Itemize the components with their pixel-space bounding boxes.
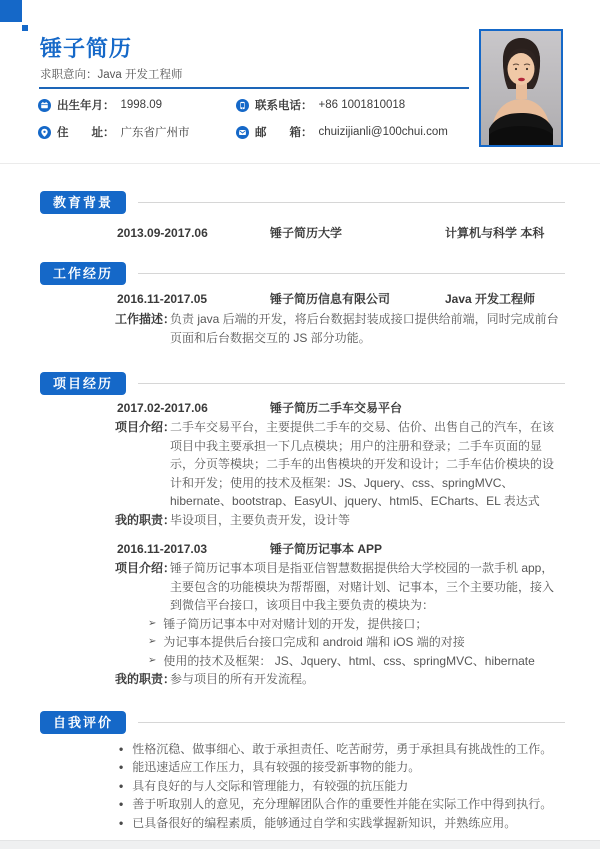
project-name: 锤子简历二手车交易平台 [270, 401, 403, 415]
project-period: 2016.11-2017.03 [117, 542, 208, 556]
dot-bullet-icon: • [119, 797, 124, 812]
arrow-bullet-icon: ➢ [148, 654, 157, 666]
work-period: 2016.11-2017.05 [117, 292, 208, 306]
calendar-icon [38, 99, 51, 112]
dot-bullet-icon: • [119, 815, 124, 830]
arrow-bullet-icon: ➢ [148, 617, 157, 629]
job-objective-value: Java 开发工程师 [97, 69, 183, 81]
dot-bullet-icon: • [119, 760, 124, 775]
arrow-bullet-icon: ➢ [148, 636, 157, 647]
contact-label: 邮 箱： [255, 127, 313, 139]
work-description-label: 工作描述： [115, 312, 176, 326]
evaluation-bullet-item [119, 795, 565, 814]
corner-square-small-decoration [22, 25, 28, 31]
contact-label: 住 址： [57, 127, 115, 139]
section-education-header [40, 191, 565, 214]
contact-label: 出生年月： [57, 100, 115, 112]
evaluation-bullet-text: 已具备很好的编程素质，能够通过自学和实践掌握新知识，并熟练应用。 [132, 815, 517, 830]
section-badge-evaluation: 自我评价 [40, 711, 126, 734]
contact-value: 广东省广州市 [120, 127, 190, 139]
contact-item-email [236, 124, 448, 140]
evaluation-bullet-item [119, 740, 565, 759]
header-divider [39, 87, 469, 89]
portrait-illustration [481, 31, 561, 145]
mail-icon [236, 126, 249, 139]
project-duty [115, 670, 565, 689]
project-duty [115, 511, 565, 530]
section-evaluation-header [40, 711, 565, 734]
contact-value: +86 1001810018 [318, 99, 406, 111]
education-row [117, 225, 565, 242]
work-description-text: 负责 java 后端的开发，将后台数据封装成接口提供给前端，同时完成前台页面和后台数据交互的 JS 部分功能。 [170, 312, 559, 345]
project-intro-label: 项目介绍： [115, 561, 176, 575]
corner-square-decoration [0, 0, 22, 22]
section-badge-projects: 项目经历 [40, 372, 126, 395]
dot-bullet-icon: • [119, 741, 124, 756]
job-objective-label: 求职意向： [40, 69, 98, 81]
job-objective [40, 66, 183, 82]
contact-value: chuizijianli@100chui.com [318, 126, 448, 138]
project-intro [115, 559, 565, 615]
evaluation-bullet-list [119, 740, 565, 833]
evaluation-bullet-text: 性格沉稳、做事细心、敢于承担责任、吃苦耐劳，勇于承担具有挑战性的工作。 [132, 741, 553, 756]
section-badge-education: 教育背景 [40, 191, 126, 214]
education-degree: 计算机与科学 本科 [445, 226, 545, 240]
evaluation-bullet-item [119, 758, 565, 777]
work-description [115, 310, 565, 347]
project-bullet-item [148, 633, 565, 652]
project-bullet-list [148, 615, 565, 671]
contact-item-address [38, 124, 236, 140]
project-intro-label: 项目介绍： [115, 420, 176, 434]
contact-item-birth [38, 97, 236, 113]
project-bullet-item [148, 652, 565, 671]
profile-photo [479, 29, 563, 147]
contact-value: 1998.09 [120, 99, 163, 111]
phone-icon [236, 99, 249, 112]
section-projects-header [40, 372, 565, 395]
evaluation-bullet-item [119, 814, 565, 833]
evaluation-bullet-text: 能迅速适应工作压力，具有较强的接受新事物的能力。 [132, 760, 421, 775]
evaluation-bullet-text: 具有良好的与人交际和管理能力，有较强的抗压能力 [132, 778, 409, 793]
project-bullet-text: 锤子简历记事本中对对赌计划的开发，提供接口； [163, 616, 428, 631]
section-badge-work: 工作经历 [40, 262, 126, 285]
project-bullet-item [148, 615, 565, 634]
location-icon [38, 126, 51, 139]
candidate-name: 锤子简历 [40, 36, 133, 61]
project-name: 锤子简历记事本 APP [270, 542, 383, 556]
section-rule [138, 202, 565, 203]
contact-item-phone [236, 97, 448, 113]
section-rule [138, 273, 565, 274]
project-period: 2017.02-2017.06 [117, 401, 208, 415]
page-bottom-margin [0, 840, 600, 849]
education-period: 2013.09-2017.06 [117, 226, 208, 240]
section-rule [138, 722, 565, 723]
project-intro [115, 418, 565, 511]
evaluation-bullet-text: 善于听取别人的意见，充分理解团队合作的重要性并能在实际工作中得到执行。 [132, 797, 553, 812]
project-duty-label: 我的职责： [115, 672, 176, 686]
project-intro-text: 二手车交易平台，主要提供二手车的交易、估价、出售自己的汽车，在该项目中我主要承担一下几点模块；用户的注册和登录；二手车页面的显示，分页等模块；二手车的出售模块的开发和设计；二手车估价模块的设计和开发；使用的技术及框架：JS、Jquery、css、springMVC、hibernate、bootstrap、EasyUI、jquery、html5、ECharts、EL 表达式 [170, 420, 555, 508]
evaluation-bullet-item [119, 777, 565, 796]
project-bullet-text: 使用的技术及框架： JS、Jquery、html、css、springMVC、hibernate [163, 653, 535, 668]
dot-bullet-icon: • [119, 778, 124, 793]
project-intro-text: 锤子简历记事本项目是指亚信智慧数据提供给大学校园的一款手机 app，主要包含的功能模块为帮帮圈，对赌计划、记事本，三个主要功能，接入到微信平台接口，该项目中我主要负责的模块为： [170, 561, 555, 612]
project-duty-label: 我的职责： [115, 512, 176, 527]
section-work-header [40, 262, 565, 285]
resume-header [0, 0, 600, 164]
project-duty-text: 毕设项目，主要负责开发，设计等 [170, 512, 351, 527]
work-role: Java 开发工程师 [445, 292, 536, 306]
education-school: 锤子简历大学 [270, 226, 343, 240]
section-rule [138, 383, 565, 384]
project-duty-text: 参与项目的所有开发流程。 [170, 672, 315, 686]
project-row [117, 541, 565, 558]
work-company: 锤子简历信息有限公司 [270, 292, 391, 306]
work-row [117, 291, 565, 308]
project-bullet-text: 为记事本提供后台接口完成和 android 端和 iOS 端的对接 [163, 635, 465, 649]
contact-grid [38, 97, 448, 140]
contact-label: 联系电话： [255, 100, 313, 112]
project-row [117, 400, 565, 417]
